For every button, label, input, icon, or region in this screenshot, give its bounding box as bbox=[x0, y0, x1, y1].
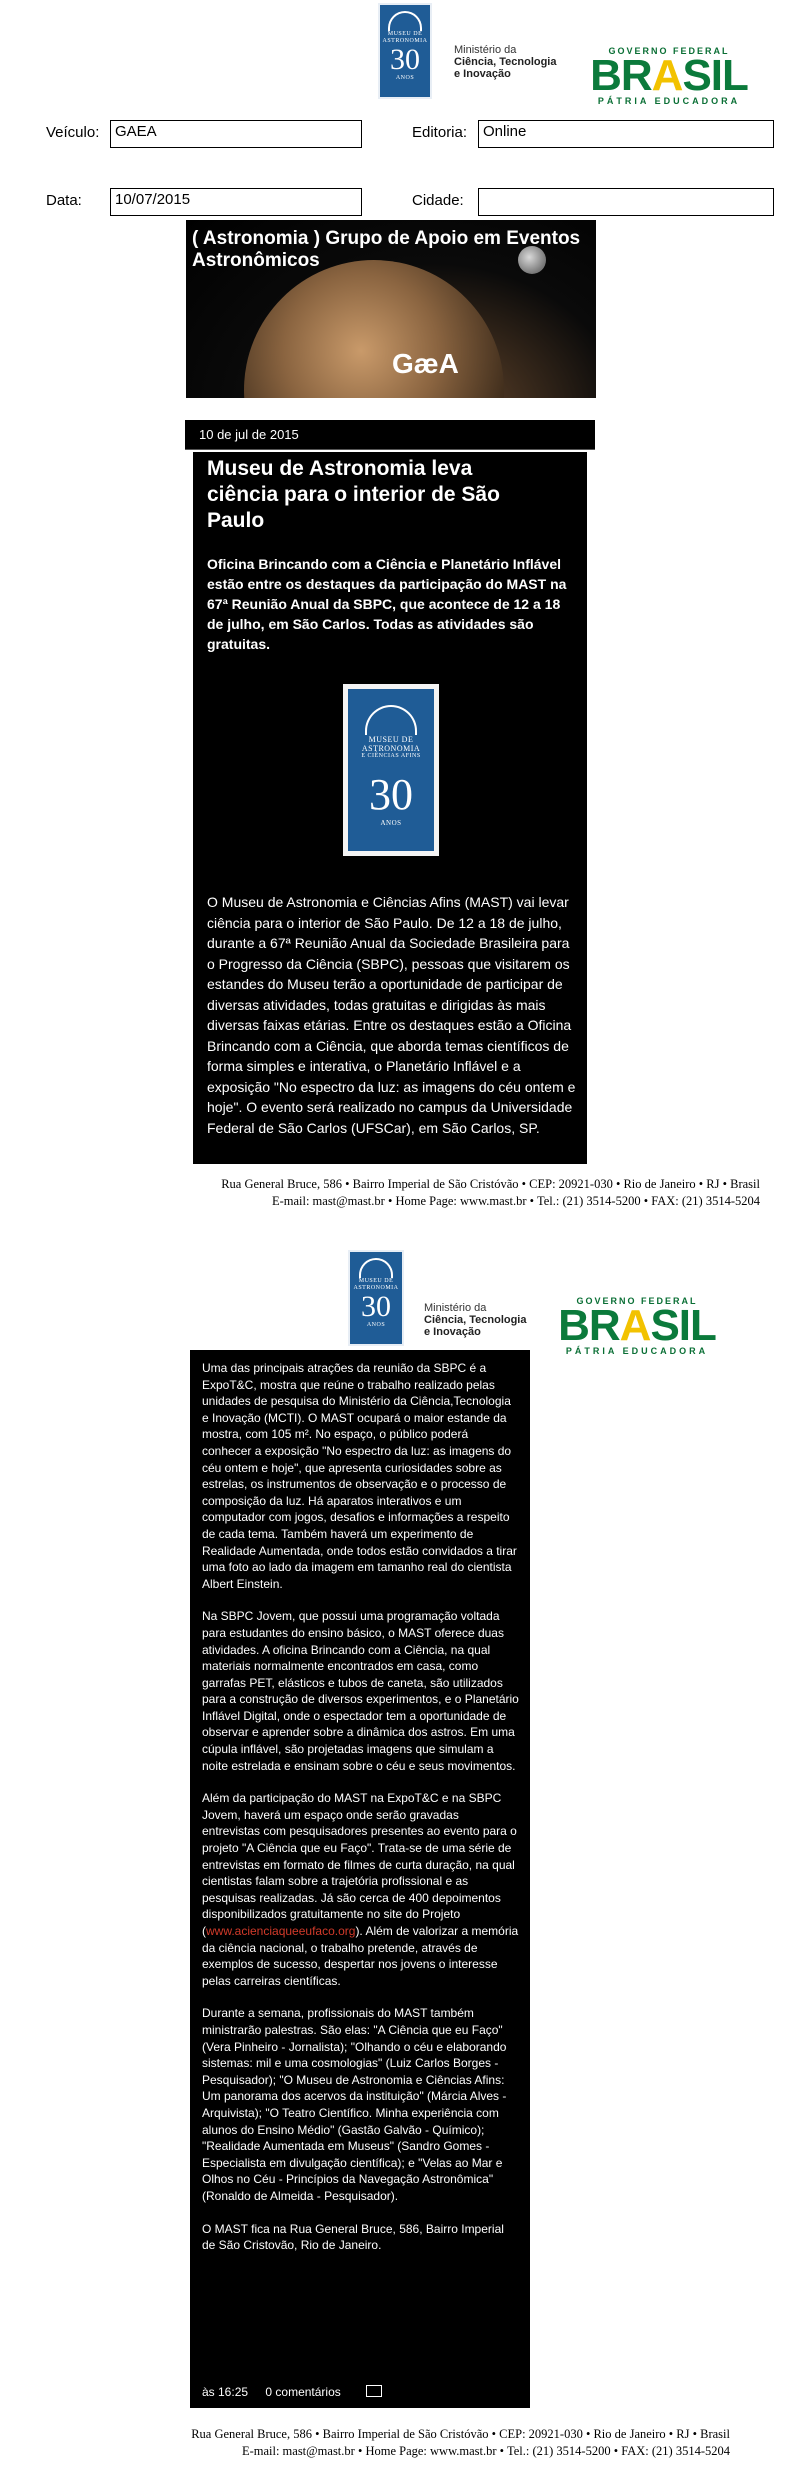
post-date: 10 de jul de 2015 bbox=[185, 420, 595, 450]
paragraph: Durante a semana, profissionais do MAST também ministrarão palestras. São elas: "A Ciência que eu Faço" (Vera Pinheiro - Jornalista); "Olhando o céu e elaborando sistemas: mil e uma cosmologias" (Luiz Carlos Borges - Pesquisador); "O Museu de Astronomia e Ciências Afins: Um panorama dos acervos da instituição" (Márcia Alves - Arquivista); "O Teatro Científico. Minha experiência com alunos do Ensino Médio" (Gastão Galvão - Químico); "Realidade Aumentada em Museus" (Sandro Gomes - Especialista em divulgação científica); e "Velas ao Mar e Olhos no Céu - Princípios da Navegação Astronômica" (Ronaldo de Almeida - Pesquisador). bbox=[202, 2006, 507, 2203]
data-label: Data: bbox=[46, 192, 82, 209]
veiculo-field[interactable]: GAEA bbox=[110, 120, 362, 148]
post-title[interactable]: Museu de Astronomia leva ciência para o interior de São Paulo bbox=[207, 457, 500, 532]
post-body-text: O Museu de Astronomia e Ciências Afins (MAST) vai levar ciência para o interior de São Paulo. De 12 a 18 de julho, durante a 67ª Reunião Anual da Sociedade Brasileira para o Progresso da Ciência (SBPC), pessoas que visitarem os estandes do Museu terão a oportunidade de participar de diversas atividades, todas gratuitas e dirigidas às mais diversas faixas etárias. Entre os destaques estão a Oficina Brincando com a Ciência, que aborda temas científicos de forma simples e interativa, o Planetário Inflável e a exposição "No espectro da luz: as imagens do céu ontem e hoje". O evento será realizado no campus da Universidade Federal de São Carlos (UFSCar), em São Carlos, SP. bbox=[207, 894, 576, 1136]
blog-banner bbox=[186, 220, 596, 398]
observatory-dome-icon bbox=[388, 11, 422, 31]
paragraph: Uma das principais atrações da reunião da SBPC é a ExpoT&C, mostra que reúne o trabalho realizado pelas unidades de pesquisa do Ministério da Ciência,Tecnologia e Inovação (MCTI). O MAST ocupará o maior estande da mostra, com 105 m². No espaço, o público poderá conhecer a exposição "No espectro da luz: as imagens do céu ontem e hoje", que apresenta curiosidades sobre as estrelas, os instrumentos de observação e o processo de composição da luz. Há aparatos interativos e um computador com jogos, desafios e informações a respeito de cada tema. Também haverá um experimento de Realidade Aumentada, onde todos estão convidados a tirar uma foto ao lado da imagem em tamanho real do cientista Albert Einstein. bbox=[202, 1361, 517, 1591]
mast-30-anos-poster: MUSEU DE ASTRONOMIA E CIÊNCIAS AFINS 30 ANOS bbox=[343, 684, 439, 856]
post-time-link[interactable]: às 16:25 bbox=[202, 2385, 249, 2399]
planet-image bbox=[244, 260, 504, 398]
address-footer: Rua General Bruce, 586 • Bairro Imperial de São Cristóvão • CEP: 20921-030 • Rio de Janeiro • RJ • Brasil E-mail: mast@mast.br • Home Page: www.mast.br • Tel.: (21) 3514-5200 • FAX: (21) 3514-5204 bbox=[221, 1177, 760, 1208]
brasil-wordmark: BRASIL bbox=[590, 51, 748, 100]
observatory-dome-icon bbox=[359, 1258, 393, 1278]
post-body bbox=[193, 452, 587, 1164]
editoria-field[interactable]: Online bbox=[478, 120, 774, 148]
paragraph: Na SBPC Jovem, que possui uma programação voltada para estudantes do ensino básico, o MAST oferece duas atividades. A oficina Brincando com a Ciência, na qual materiais normalmente encontrados em casa, como garrafas PET, elásticos e tubos de caneta, são utilizados para a construção de diversos experimentos, e o Planetário Inflável Digital, onde o espectador tem a oportunidade de observar e aprender sobre a dinâmica dos astros. Em uma cúpula inflável, são projetadas imagens que simulam a noite estrelada e ensinam sobre o céu e seus movimentos. bbox=[202, 1609, 519, 1773]
cidade-label: Cidade: bbox=[412, 192, 464, 209]
paragraph: O MAST fica na Rua General Bruce, 586, Bairro Imperial de São Cristovão, Rio de Janeiro. bbox=[202, 2221, 504, 2253]
blog-brand: GæA bbox=[392, 348, 459, 379]
ministry-name: Ministério da Ciência, Tecnologia e Inovação bbox=[424, 1302, 527, 1338]
project-link[interactable]: www.acienciaqueeufaco.org bbox=[206, 1924, 356, 1938]
mast-30-anos-logo: MUSEU DE ASTRONOMIA 30 ANOS bbox=[348, 1250, 404, 1346]
email-post-icon[interactable] bbox=[366, 2385, 382, 2397]
comments-link[interactable]: 0 comentários bbox=[265, 2385, 341, 2399]
address-footer: Rua General Bruce, 586 • Bairro Imperial de São Cristóvão • CEP: 20921-030 • Rio de Janeiro • RJ • Brasil E-mail: mast@mast.br • Home Page: www.mast.br • Tel.: (21) 3514-5200 • FAX: (21) 3514-5204 bbox=[191, 2427, 730, 2458]
logo-text: ASTRONOMIA bbox=[382, 38, 428, 44]
mast-30-anos-logo bbox=[378, 3, 432, 99]
governo-federal-logo: GOVERNO FEDERAL BRASIL PÁTRIA EDUCADORA bbox=[588, 46, 750, 106]
logo-number: 30 bbox=[390, 43, 420, 76]
post-meta bbox=[202, 2384, 520, 2401]
paragraph: Além da participação do MAST na ExpoT&C e na SBPC Jovem, haverá um espaço onde serão gravadas entrevistas com pesquisadores presentes ao evento para o projeto "A Ciência que eu Faço". Trata-se de uma série de entrevistas em formato de filmes de curta duração, na qual cientistas falam sobre a trajetória profissional e as pesquisas realizadas. Já são cerca de 400 depoimentos disponibilizados gratuitamente no site do Projeto (www.acienciaqueeufaco.org). Além de valorizar a memória da ciência nacional, o trabalho pretende, através de exemplos de sucesso, despertar nos jovens o interesse pelas carreiras científicas. bbox=[202, 1791, 519, 1988]
ministry-name: Ministério da Ciência, Tecnologia e Inovação bbox=[454, 44, 557, 80]
veiculo-label: Veículo: bbox=[46, 124, 100, 141]
post-lead: Oficina Brincando com a Ciência e Planetário Inflável estão entre os destaques da participação do MAST na 67ª Reunião Anual da SBPC, que acontece de 12 a 18 de julho, em São Carlos. Todas as atividades são gratuitas. bbox=[207, 556, 567, 652]
editoria-label: Editoria: bbox=[412, 124, 468, 141]
governo-federal-logo: GOVERNO FEDERAL BRASIL PÁTRIA EDUCADORA bbox=[556, 1296, 718, 1356]
data-field[interactable]: 10/07/2015 bbox=[110, 188, 362, 216]
logo-text: MUSEU DE bbox=[387, 31, 423, 37]
post-continuation bbox=[190, 1350, 530, 2408]
observatory-dome-icon bbox=[365, 705, 417, 735]
logo-text: ANOS bbox=[395, 75, 415, 81]
blog-title[interactable]: ( Astronomia ) Grupo de Apoio em Eventos Astronômicos bbox=[192, 228, 581, 271]
cidade-field[interactable] bbox=[478, 188, 774, 216]
brasil-wordmark: BRASIL bbox=[558, 1301, 716, 1350]
